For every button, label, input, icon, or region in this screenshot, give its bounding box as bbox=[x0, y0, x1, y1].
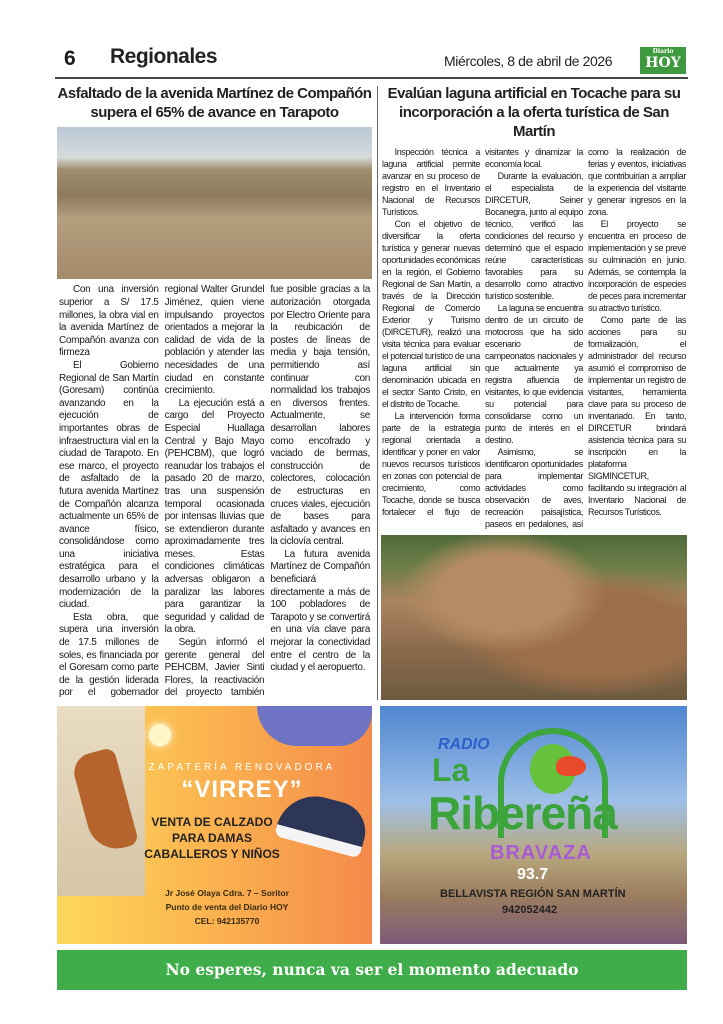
right-article bbox=[381, 84, 687, 700]
paragraph: Con una inversión superior a S/ 17.5 millones, la obra vial en la avenida Martínez de Compañón avanza con firmeza bbox=[59, 284, 159, 359]
lagoon-aerial-photo bbox=[381, 535, 687, 700]
paragraph: La laguna se encuentra dentro de un circuito de motocross que ha sido escenario de campeonatos nacionales y que actualmente ya registra afluencia de visitantes, lo que evidencia su potencial para consolidarse como un punto de interés en el destino. bbox=[485, 303, 583, 445]
paragraph: Como parte de las acciones para su formalización, el administrador del recurso asumió el compromiso de implementar un registro de visitantes, herramienta clave para su proceso de inventariado. En tanto, DIRCETUR brindará asistencia técnica para su inscripción en la plataforma SIGMINCETUR, facilitando su integración al Inventario Nacional de Recursos Turísticos. bbox=[588, 315, 686, 517]
footer-banner: No esperes, nunca va ser el momento adecuado bbox=[57, 950, 687, 990]
logo-small-text: Diario bbox=[652, 48, 674, 55]
header-rule bbox=[55, 77, 688, 79]
left-article-body bbox=[57, 284, 372, 700]
ad-point-of-sale: Punto de venta del Diario HOY bbox=[165, 902, 289, 912]
paragraph: La futura avenida Martínez de Compañón beneficiará directamente a más de 100 pobladores de Tarapoto y se convertirá en una vía clave para mejorar la conectividad entre el centro de la ciudad y el aeropuerto. bbox=[270, 548, 370, 674]
paragraph: El Gobierno Regional de San Martín (Goresam) continúa avanzando en la ejecución de importantes obras de infraestructura vial en la ciudad de Tarapoto. En ese marco, el proyecto de asfaltado de la futura avenida Martínez de Compañón alcanza actualmente un 65% de avance físico, consolidándose como una iniciativa estratégica para el desarrollo urbano y la modernización de la ciudad. bbox=[59, 359, 159, 611]
radio-phone: 942052442 bbox=[502, 904, 558, 916]
shoe-store-advertisement bbox=[57, 706, 372, 944]
page-number: 6 bbox=[64, 47, 76, 70]
paragraph: Con el objetivo de diversificar la oferta turística y generar nuevas oportunidades económicas en la región, el Gobierno Regional de San Martín, a través de la Dirección Regional de Comercio Exterior y Turismo (DIRCETUR), realizó una visita técnica para evaluar el potencial turístico de una laguna artificial sin denominación ubicada en el sector Santo Cristo, en el distrito de Tocache. bbox=[382, 219, 480, 409]
radio-tagline: BRAVAZA bbox=[490, 842, 592, 864]
decorative-blob bbox=[257, 706, 372, 746]
radio-name-la: La bbox=[432, 752, 470, 788]
paragraph: Según informó el gerente general del PEHCBM, Javier Sinti Flores, la reactivación del proyecto también fue posible gracias a la autorización otorgada por Electro Oriente para la reubicación de postes de líneas de media y baja tensión, permitiendo así continuar con normalidad los trabajos en diversos frentes. Actualmente, se desarrollan labores como encofrado y vaciado de bermas, construcción de colectores, colocación de estructuras en cruces viales, ejecución de bases para asfaltado y avances en la ciclovía central. bbox=[164, 284, 370, 699]
radio-label: RADIO bbox=[438, 736, 490, 753]
parrot-beak bbox=[556, 756, 586, 776]
left-article bbox=[57, 84, 372, 700]
logo-main-text: HOY bbox=[645, 55, 681, 71]
paragraph: El proyecto se encuentra en proceso de implementación y se prevé su culminación en junio. Además, se contempla la incorporación de especies de peces para incrementar su atractivo turístico. bbox=[588, 219, 686, 313]
section-title: Regionales bbox=[110, 45, 218, 68]
right-article-body bbox=[381, 146, 687, 530]
paragraph: Asimismo, se identificaron oportunidades para implementar actividades como observación de aves, recreación paisajística, paseos en pedalones, así como la realización de ferias y eventos, iniciativas que contribuirían a ampliar la experiencia del visitante y generar ingresos en la zona. bbox=[485, 147, 686, 529]
ad-phone: CEL: 942135770 bbox=[194, 916, 260, 926]
ad-brand: ZAPATERÍA RENOVADORA bbox=[148, 762, 336, 773]
ad-contact bbox=[137, 886, 317, 928]
road-construction-photo bbox=[57, 127, 372, 279]
radio-advertisement bbox=[380, 706, 687, 944]
column-divider bbox=[377, 86, 378, 700]
newspaper-logo bbox=[640, 47, 686, 74]
radio-frequency: 93.7 bbox=[517, 866, 549, 883]
ad-offer: VENTA DE CALZADO PARA DAMAS CABALLEROS Y NIÑOS bbox=[144, 815, 280, 861]
paragraph: Esta obra, que supera una inversión de 17.5 millones de soles, es financiada por el Goresam como parte de la gestión liderada por el gobernador regional Walter Grundel Jiménez, quien viene impulsando proyectos orientados a mejorar la calidad de vida de la población y atender las necesidades de una ciudad en constante crecimiento. bbox=[59, 284, 265, 699]
ad-store-name: “VIRREY” bbox=[181, 776, 303, 803]
paragraph: La intervención forma parte de la estrategia regional orientada a identificar y poner en valor nuevos recursos turísticos en zonas con potencial de crecimiento, como Tocache, donde se busca fortalecer el flujo de visitantes y dinamizar la economía local. bbox=[382, 147, 583, 517]
issue-date: Miércoles, 8 de abril de 2026 bbox=[444, 53, 613, 69]
radio-location: BELLAVISTA REGIÓN SAN MARTÍN bbox=[440, 888, 626, 900]
ad-address: Jr José Olaya Cdra. 7 – Soritor bbox=[165, 888, 289, 898]
radio-name: Ribereña bbox=[428, 787, 617, 839]
paragraph: La ejecución está a cargo del Proyecto Especial Huallaga Central y Bajo Mayo (PEHCBM), que logró reanudar los trabajos el pasado 20 de marzo, tras una suspensión temporal ocasionada por intensas lluvias que se extendieron durante aproximadamente tres meses. Estas condiciones climáticas adversas obligaron a paralizar las labores para garantizar la seguridad y calidad de la obra. bbox=[164, 397, 265, 636]
paragraph: Inspección técnica a laguna artificial permite avanzar en su proceso de registro en el Inventario Nacional de Recursos Turísticos. bbox=[382, 147, 480, 217]
paragraph: Durante la evaluación, el especialista de DIRCETUR, Seiner Bocanegra, junto al equipo técnico, verificó las condiciones del recurso y determinó que el espacio reúne características favorables para su desarrollo como atractivo turístico sostenible. bbox=[485, 171, 583, 301]
right-article-headline: Evalúan laguna artificial en Tocache para su incorporación a la oferta turística de San Martín bbox=[387, 85, 681, 140]
left-article-headline: Asfaltado de la avenida Martínez de Compañón supera el 65% de avance en Tarapoto bbox=[57, 85, 372, 121]
sun-icon bbox=[149, 724, 171, 746]
